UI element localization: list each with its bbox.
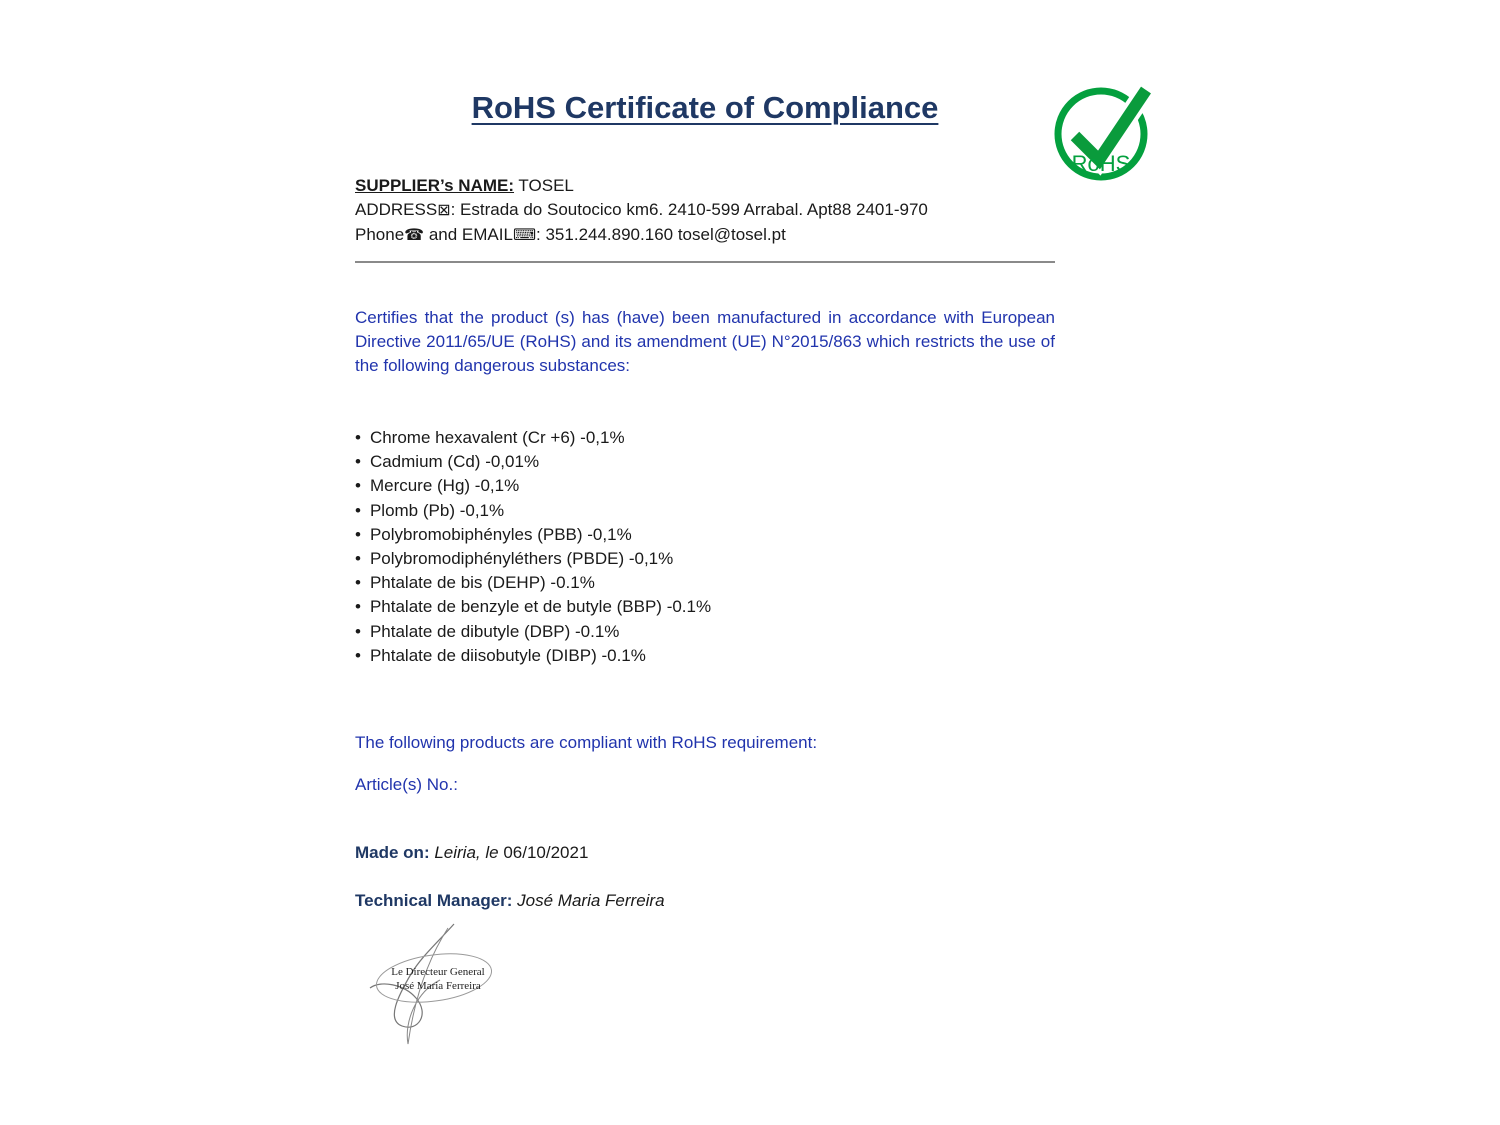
supplier-address-line: [355, 198, 1075, 223]
technical-manager-label: Technical Manager:: [355, 891, 513, 910]
made-on-date: 06/10/2021: [503, 843, 589, 862]
page-title: RoHS Certificate of Compliance: [471, 90, 939, 125]
substance-item: • Cadmium (Cd) -0,01%: [355, 450, 1055, 474]
supplier-name-value: TOSEL: [514, 176, 574, 195]
email-label: and EMAIL: [424, 225, 513, 244]
phone-icon: ☎: [404, 227, 425, 244]
envelope-icon: ⊠: [437, 202, 451, 219]
certification-paragraph: Certifies that the product (s) has (have) been manufactured in accordance with European Directive 2011/65/UE (RoHS) and its amendment (UE) N°2015/863 which restricts the use of the following dangerous substances:: [355, 308, 1055, 375]
supplier-info: [355, 174, 1075, 248]
computer-icon: ⌨: [512, 227, 537, 244]
substance-item: • Polybromobiphényles (PBB) -0,1%: [355, 523, 1055, 547]
address-label: ADDRESS: [355, 200, 438, 219]
technical-manager-line: [355, 891, 1055, 911]
contact-value: : 351.244.890.160 tosel@tosel.pt: [536, 225, 786, 244]
compliance-statement: The following products are compliant with RoHS requirement:: [355, 733, 818, 752]
made-on-place: Leiria, le: [429, 843, 504, 862]
article-number-label: Article(s) No.:: [355, 775, 458, 794]
divider-line: [355, 261, 1055, 263]
signature-title-text: Le Directeur General: [391, 966, 485, 978]
made-on-label: Made on:: [355, 843, 430, 862]
substance-item: • Phtalate de bis (DEHP) -0.1%: [355, 571, 1055, 595]
substance-item: • Phtalate de diisobutyle (DIBP) -0.1%: [355, 644, 1055, 668]
substance-item: • Plomb (Pb) -0,1%: [355, 499, 1055, 523]
substance-item: • Polybromodiphényléthers (PBDE) -0,1%: [355, 547, 1055, 571]
substance-item: • Phtalate de benzyle et de butyle (BBP) -0.1%: [355, 595, 1055, 619]
supplier-name-line: [355, 174, 1075, 198]
address-value: : Estrada do Soutocico km6. 2410-599 Arrabal. Apt88 2401-970: [450, 200, 928, 219]
substance-item: • Phtalate de dibutyle (DBP) -0.1%: [355, 620, 1055, 644]
made-on-line: [355, 843, 1055, 863]
supplier-contact-line: [355, 223, 1075, 248]
substance-item: • Mercure (Hg) -0,1%: [355, 474, 1055, 498]
signature: [356, 922, 516, 1047]
signature-loop: [373, 947, 494, 1009]
logo-label: RoHS: [1071, 151, 1131, 176]
technical-manager-name: José Maria Ferreira: [512, 891, 665, 910]
substance-item: • Chrome hexavalent (Cr +6) -0,1%: [355, 426, 1055, 450]
substance-list: [355, 426, 1055, 668]
phone-label: Phone: [355, 225, 405, 244]
supplier-name-label: SUPPLIER’s NAME:: [355, 176, 515, 195]
signature-name-text: José Maria Ferreira: [395, 980, 481, 992]
